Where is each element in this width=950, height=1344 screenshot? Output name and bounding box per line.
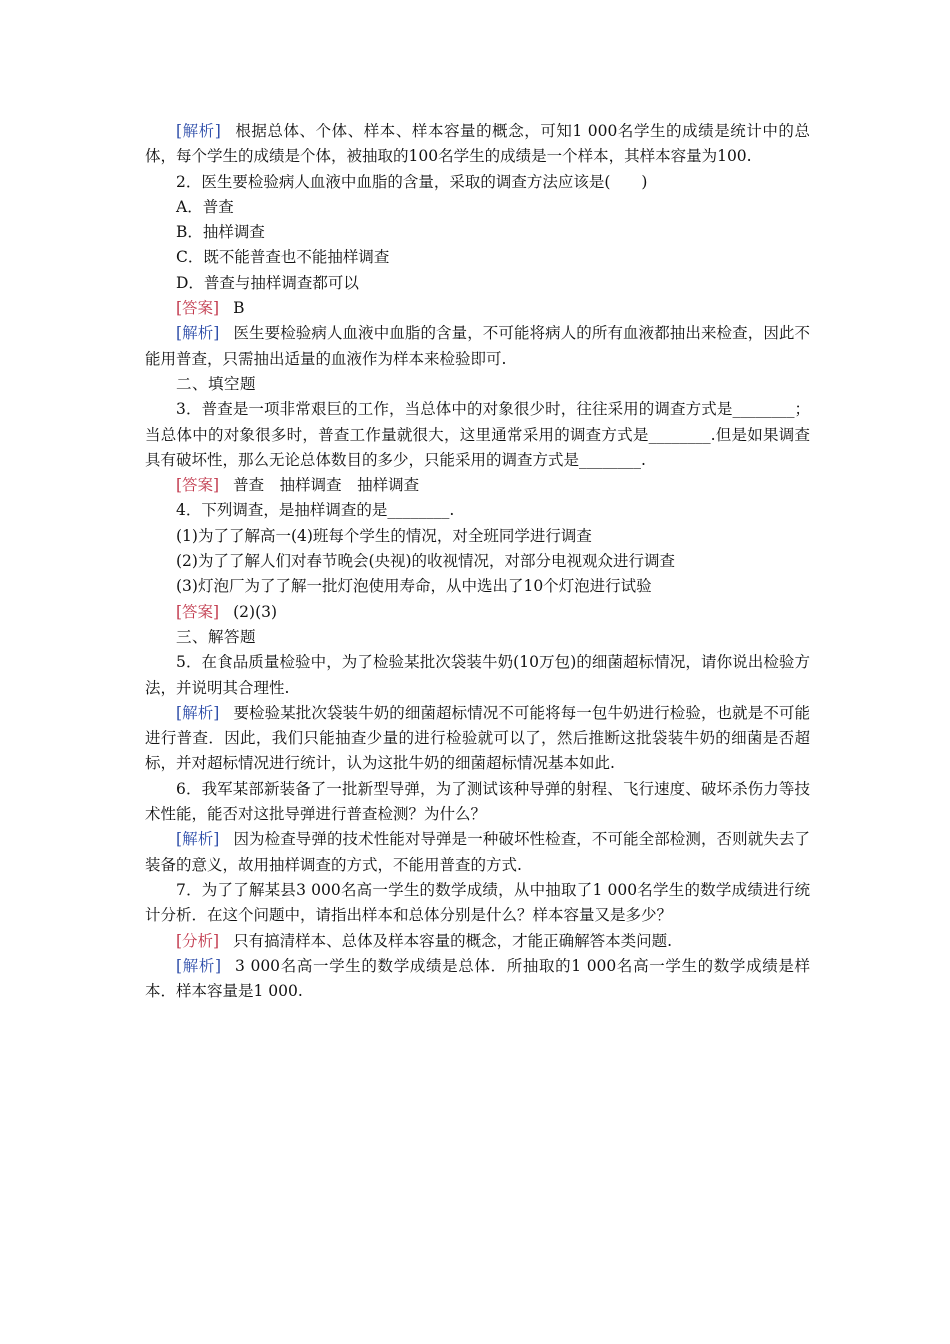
q4-item-3: (3)灯泡厂为了了解一批灯泡使用寿命，从中选出了10个灯泡进行试验 [176,577,652,596]
analysis-tag: [解析] [176,830,220,849]
section-heading-problems: 三、解答题 [176,627,257,646]
q4-answer [145,600,810,625]
q3-stem: 3．普查是一项非常艰巨的工作，当总体中的对象很少时，往往采用的调查方式是________；当总体中的对象很多时，普查工作量就很大，这里通常采用的调查方式是________.但是如果调查具有破坏性，那么无论总体数目的多少，只能采用的调查方式是________. [145,400,810,469]
q2-stem: 2．医生要检验病人血液中血脂的含量，采取的调查方法应该是( ) [176,172,648,191]
answer-text: 普查 抽样调查 抽样调查 [233,476,420,495]
analysis-tag: [解析] [176,956,222,975]
q2-analysis [145,321,810,372]
answer-tag: [答案] [176,299,220,318]
analysis-tag: [解析] [176,122,221,140]
analysis-text: 因为检查导弹的技术性能对导弹是一种破坏性检查，不可能全部检测，否则就失去了装备的意义，故用抽样调查的方式，不能用普查的方式. [145,830,810,874]
answer-text: (2)(3) [233,602,278,621]
q7-analysis [145,954,810,1005]
answer-tag: [答案] [176,602,220,621]
answer-text: B [233,299,245,318]
q2-option-b: B．抽样调查 [176,223,265,242]
q3-answer [145,473,810,498]
q2-option-a: A．普查 [176,197,234,216]
q5-stem: 5．在食品质量检验中，为了检验某批次袋装牛奶(10万包)的细菌超标情况，请你说出检验方法，并说明其合理性. [145,653,810,697]
q7-stem: 7．为了了解某县3 000名高一学生的数学成绩，从中抽取了1 000名学生的数学成绩进行统计分析．在这个问题中，请指出样本和总体分别是什么？样本容量又是多少？ [145,880,810,925]
analysis-text: 医生要检验病人血液中血脂的含量，不可能将病人的所有血液都抽出来检查，因此不能用普查，只需抽出适量的血液作为样本来检验即可. [145,324,810,368]
analysis-tag: [解析] [176,703,220,722]
q4-item-2: (2)为了了解人们对春节晚会(央视)的收视情况，对部分电视观众进行调查 [176,552,676,571]
q6-analysis [145,827,810,878]
q7-hint [145,929,810,954]
analysis-text: 根据总体、个体、样本、样本容量的概念，可知1 000名学生的成绩是统计中的总体，每个学生的成绩是个体，被抽取的100名学生的成绩是一个样本，其样本容量为100. [145,122,810,166]
q2-option-d: D．普查与抽样调查都可以 [176,273,359,292]
analysis-text: 要检验某批次袋装牛奶的细菌超标情况不可能将每一包牛奶进行检验，也就是不可能进行普查．因此，我们只能抽查少量的进行检验就可以了，然后推断这批袋装牛奶的细菌是否超标，并对超标情况进行统计，认为这批牛奶的细菌超标情况基本如此. [145,703,810,773]
analysis-tag: [解析] [176,324,220,343]
q2-answer [145,296,810,321]
answer-tag: [答案] [176,476,220,495]
section-heading-fill-blank: 二、填空题 [176,374,257,393]
hint-text: 只有搞清样本、总体及样本容量的概念，才能正确解答本类问题. [233,931,673,950]
document-body [145,119,810,1004]
hint-tag: [分析] [176,931,220,950]
q4-item-1: (1)为了了解高一(4)班每个学生的情况，对全班同学进行调查 [176,526,592,545]
q5-analysis [145,701,810,777]
q1-analysis [145,119,810,170]
q4-stem: 4．下列调查，是抽样调查的是________. [176,501,455,520]
q6-stem: 6．我军某部新装备了一批新型导弹，为了测试该种导弹的射程、飞行速度、破坏杀伤力等技术性能，能否对这批导弹进行普查检测？为什么？ [145,779,810,824]
analysis-text: 3 000名高一学生的数学成绩是总体．所抽取的1 000名高一学生的数学成绩是样本．样本容量是1 000. [145,956,810,1001]
q2-option-c: C．既不能普查也不能抽样调查 [176,248,390,267]
